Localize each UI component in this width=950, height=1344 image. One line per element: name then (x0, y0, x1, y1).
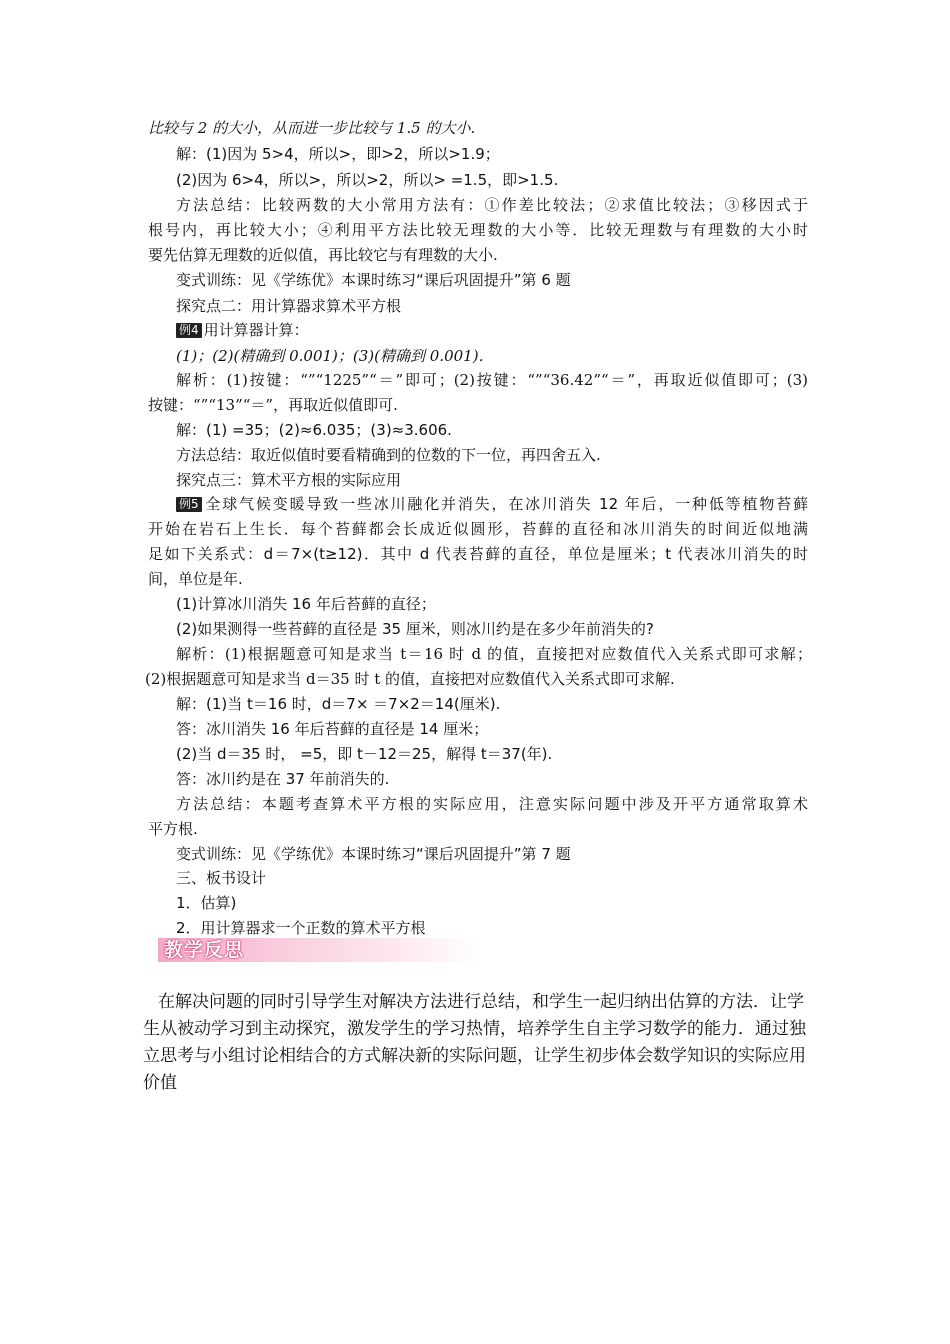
text-line: 方法总结：取近似值时要看精确到的位数的下一位，再四舍五入. (176, 446, 601, 464)
text-line: (1)；(2)(精确到 0.001)；(3)(精确到 0.001)． (176, 347, 494, 365)
text-line: 比较与 2 的大小，从而进一步比较与 1.5 的大小. (148, 119, 476, 137)
text-line: 2．用计算器求一个正数的算术平方根 (176, 919, 426, 937)
text-line: 解：(1)因为 5>4，所以>，即>2，所以>1.9； (176, 145, 500, 163)
text-line: 解：(1)当 t＝16 时，d＝7× ＝7×2＝14(厘米). (176, 695, 501, 713)
text-line: 开始在岩石上生长．每个苔藓都会长成近似圆形，苔藓的直径和冰川消失的时间近似地满 (148, 520, 808, 538)
text-line: 根号内，再比较大小；④利用平方法比较无理数的大小等．比较无理数与有理数的大小时 (148, 221, 808, 239)
example-badge: 例5 (176, 497, 202, 512)
example-badge: 例4 (176, 323, 202, 338)
text-line: 解析：(1)根据题意可知是求当 t＝16 时 d 的值，直接把对应数值代入关系式即可求解； (176, 645, 812, 663)
text-line: 方法总结：比较两数的大小常用方法有：①作差比较法；②求值比较法；③移因式于 (176, 196, 808, 214)
text-line: 变式训练：见《学练优》本课时练习“课后巩固提升”第 6 题 (176, 271, 571, 289)
text-line: 要先估算无理数的近似值，再比较它与有理数的大小. (148, 246, 498, 264)
text-line: (1)计算冰川消失 16 年后苔藓的直径； (176, 595, 436, 613)
text-line: 平方根. (148, 820, 198, 838)
text-line: 解析：(1)按键：“”“1225”“＝”即可；(2)按键：“”“36.42”“＝”，再取近似值即可；(3) (176, 371, 808, 389)
text-line: (2)因为 6>4，所以>，所以>2，所以> =1.5，即>1.5. (176, 171, 559, 189)
text-line: (2)当 d＝35 时， =5，即 t－12＝25，解得 t＝37(年). (176, 745, 553, 763)
text-line: 答：冰川约是在 37 年前消失的. (176, 770, 390, 788)
text-line: (2)根据题意可知是求当 d＝35 时 t 的值，直接把对应数值代入关系式即可求解. (145, 670, 675, 688)
section-heading: 探究点三：算术平方根的实际应用 (176, 471, 402, 489)
section-heading: 探究点二：用计算器求算术平方根 (176, 297, 402, 315)
section-banner (158, 938, 482, 962)
example-heading: 例5 全球气候变暖导致一些冰川融化并消失，在冰川消失 12 年后，一种低等植物苔藓 (176, 494, 808, 516)
section-heading: 三、板书设计 (176, 869, 267, 887)
text-line: 答：冰川消失 16 年后苔藓的直径是 14 厘米； (176, 720, 489, 738)
example-heading: 例4 用计算器计算： (176, 320, 309, 340)
text-line: 间，单位是年. (148, 570, 243, 588)
text-line: (2)如果测得一些苔藓的直径是 35 厘米，则冰川约是在多少年前消失的? (176, 620, 654, 638)
text-line: 按键：“”“13”“＝”，再取近似值即可. (148, 396, 398, 414)
text-line: 1．估算) (176, 894, 237, 912)
reflection-paragraph: 在解决问题的同时引导学生对解决方法进行总结，和学生一起归纳出估算的方法．让学生从被动学习到主动探究，激发学生的学习热情，培养学生自主学习数学的能力．通过独立思考与小组讨论相结合的方式解决新的实际问题，让学生初步体会数学知识的实际应用价值 (143, 992, 806, 1093)
section-banner-title: 教学反思 (164, 939, 245, 961)
text-line: 变式训练：见《学练优》本课时练习“课后巩固提升”第 7 题 (176, 845, 571, 863)
text-line: 足如下关系式：d＝7×(t≥12)．其中 d 代表苔藓的直径，单位是厘米；t 代表冰川消失的时 (148, 545, 808, 563)
text-line: 方法总结：本题考查算术平方根的实际应用，注意实际问题中涉及开平方通常取算术 (176, 795, 808, 813)
text-line: 解：(1) =35；(2)≈6.035；(3)≈3.606. (176, 421, 452, 439)
